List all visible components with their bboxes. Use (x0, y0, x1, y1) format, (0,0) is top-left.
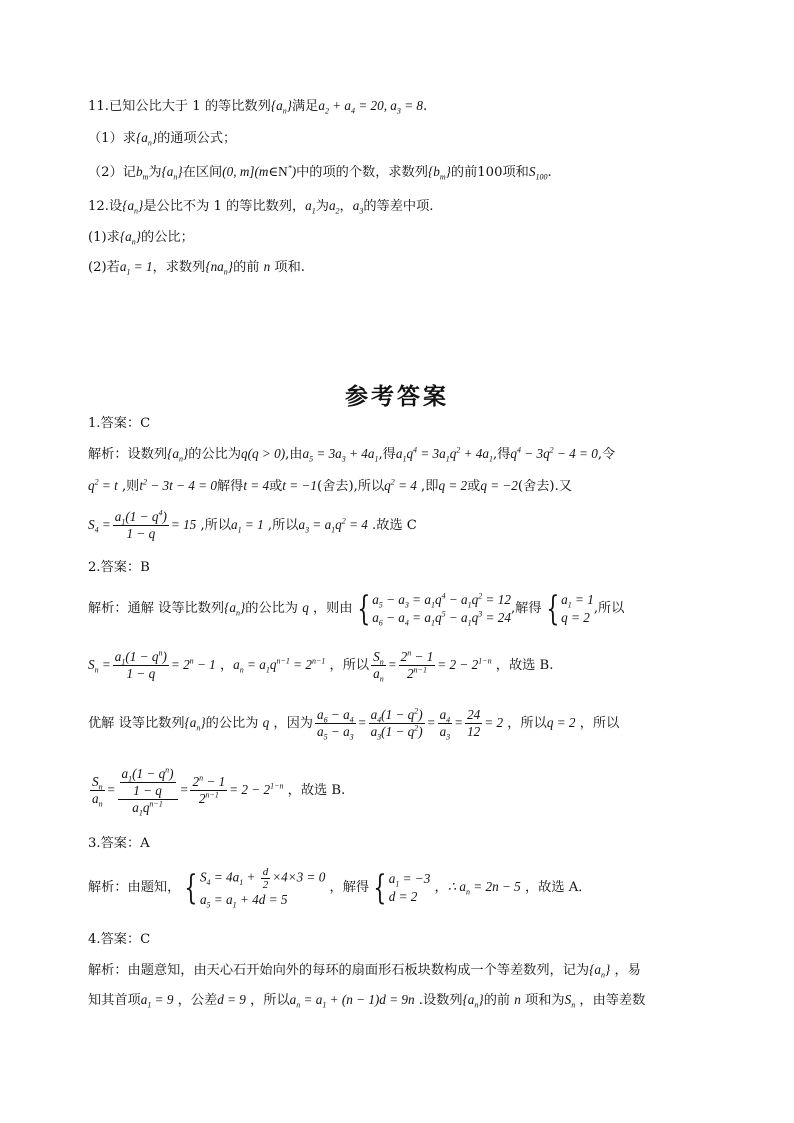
answer-1-line-1: 解析：设数列$\{a_n\}$的公比为q(q > 0),由$a_5 = 3a_3 + 4a_1$,得$a_1q^4 = 3a_1q^2 + 4a_1$,得$q^4 - 3q^2 - 4 = 0$,令 (88, 445, 616, 464)
answers-title: 参考答案 (345, 383, 449, 410)
answer-1-label: 1.答案：C (88, 416, 151, 431)
problem-12-question-1: (1)求$\{a_n\}$的公比； (88, 229, 194, 247)
problem-12-question-2: (2)若$a_1 = 1$，求数列$\{na_n\}$的前 n 项和. (88, 259, 305, 277)
problem-11-stem: 11.已知公比大于 1 的等比数列$\{a_n\}$满足$a_2 + a_4 = 20$, $a_3 = 8$. (88, 98, 428, 116)
problem-11-question-1: （1）求$\{a_n\}$的通项公式； (88, 130, 237, 148)
answer-1-line-2: $q^2 = t$ ,则$t^2 - 3t - 4 = 0$解得t = 4或t = −1(舍去),所以$q^2 = 4$ ,即q = 2或q = −2(舍去).又 (88, 477, 572, 494)
answer-4-line-1: 解析：由题意知，由天心石开始向外的每环的扇面形石板块数构成一个等差数列，记为$\{a_n\}$ ，易 (88, 962, 641, 980)
answer-2-label: 2.答案：B (88, 560, 150, 575)
answer-2-line-1: 解析：通解 设等比数列$\{a_n\}$的公比为 q ，则由 { $a_5 - a_3 = a_1q^4 - a_1q^2 = 12$ $a_6 - a_4 = a_1q^5 - a_1q^3 = 24$ ,解得 { $a_1 = 1$ q = 2 ,所以 (88, 588, 625, 629)
answer-1-line-3: $S_4$ = $\frac{a_1(1 - q^4)}{1 - q}$ = 15 ,所以$a_1 = 1$ ,所以$a_3 = a_1q^2 = 4$ .故选 C (88, 508, 417, 541)
problem-12-stem: 12.设$\{a_n\}$是公比不为 1 的等比数列，$a_1$为$a_2$，$a_3$的等差中项. (88, 198, 434, 216)
answer-2-line-3: 优解 设等比数列$\{a_n\}$的公比为 q ，因为 $\frac{a_6 - a_4}{a_5 - a_3}$ = $\frac{a_4(1 - q^2)}{a_3(1 - q^2)}$ = $\frac{a_4}{a_3}$ = $\frac{24}{12}$ = 2 ，所以q = 2 ，所以 (88, 706, 620, 742)
problem-11-question-2: （2）记$b_m$为$\{a_n\}$在区间(0, m](m∈N*)中的项的个数，求数列$\{b_m\}$的前100项和$S_{100}$. (88, 163, 552, 182)
answer-2-line-2: $S_n$ = $\frac{a_1(1 - q^n)}{1 - q}$ = $2^n - 1$ ，$a_n = a_1q^{n-1} = 2^{n-1}$ ，所以 $\frac{S_n}{a_n}$ = $\frac{2^n - 1}{2^{n-1}}$ = $2 - 2^{1-n}$ ，故选 B. (88, 648, 554, 684)
answer-3-line-1: 解析：由题知， { $S_4 = 4a_1$ + $\frac{d}{2}$ ×4×3 = 0 $a_5 = a_1 + 4d = 5$ ，解得 { $a_1 = -3$ d = 2 ，∴ $a_n = 2n - 5$ ，故选 A． (88, 866, 592, 910)
answer-2-line-4: $\frac{S_n}{a_n}$ = $\frac{\frac{a_1(1 - q^n)}{1 - q}}{a_1q^{n-1}}$ = $\frac{2^n - 1}{2^{n-1}}$ = $2 - 2^{1-n}$ ，故选 B. (92, 765, 346, 818)
answer-3-label: 3.答案：A (88, 836, 150, 851)
problem-11-stem-text: 11.已知公比大于 1 的等比数列 (88, 99, 271, 114)
answer-4-label: 4.答案：C (88, 932, 151, 947)
answer-4-line-2: 知其首项$a_1 = 9$ ，公差d = 9 ，所以$a_n = a_1 + (n - 1)d = 9n$ .设数列$\{a_n\}$的前 n 项和为$S_n$ ，由等差数 (88, 992, 646, 1010)
